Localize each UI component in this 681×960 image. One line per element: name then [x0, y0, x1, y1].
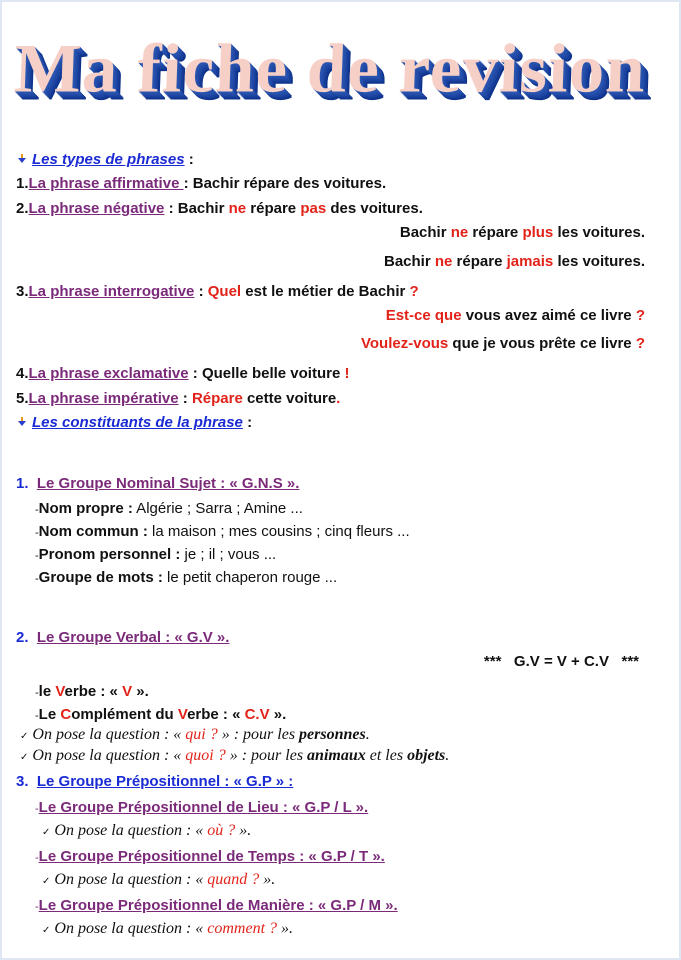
check-icon: ✓ [20, 752, 29, 763]
phrase-negative: 2.La phrase négative : Bachir ne répare pas des voitures. [16, 200, 423, 217]
gns-title: 1. Le Groupe Nominal Sujet : « G.N.S ». [16, 475, 300, 492]
arrow-bullet-icon [16, 153, 28, 165]
interrogative-example-estceque: Est-ce que vous avez aimé ce livre ? [385, 307, 645, 324]
phrase-imperative: 5.La phrase impérative : Répare cette voiture. [16, 390, 341, 407]
section-heading-constituants: Les constituants de la phrase : [16, 414, 679, 431]
section-heading-types: Les types de phrases : [16, 151, 679, 168]
gp-maniere-question: ✓ On pose la question : « comment ? ». [42, 920, 294, 937]
page-title: Ma fiche de revision [12, 30, 648, 108]
arrow-bullet-icon [16, 416, 28, 428]
phrase-interrogative: 3.La phrase interrogative : Quel est le métier de Bachir ? [16, 283, 419, 300]
check-icon: ✓ [42, 827, 51, 838]
gns-pronom: -Pronom personnel : je ; il ; vous ... [35, 546, 277, 563]
gp-lieu-question: ✓ On pose la question : « où ? ». [42, 822, 252, 839]
gv-verbe: -le Verbe : « V ». [35, 683, 149, 700]
gv-complement: -Le Complément du Verbe : « C.V ». [35, 706, 287, 723]
phrase-exclamative: 4.La phrase exclamative : Quelle belle voiture ! [16, 365, 350, 382]
gp-lieu-title: -Le Groupe Prépositionnel de Lieu : « G.P / L ». [35, 799, 369, 816]
gp-temps-title: -Le Groupe Prépositionnel de Temps : « G.P / T ». [35, 848, 385, 865]
check-icon: ✓ [20, 731, 29, 742]
interrogative-example-voulez: Voulez-vous que je vous prête ce livre ? [361, 335, 645, 352]
gp-title: 3. Le Groupe Prépositionnel : « G.P » : [16, 773, 294, 790]
negative-example-jamais: Bachir ne répare jamais les voitures. [384, 253, 645, 270]
gp-maniere-title: -Le Groupe Prépositionnel de Manière : « G.P / M ». [35, 897, 398, 914]
gv-formula: *** G.V = V + C.V *** [483, 653, 639, 670]
gns-nom-propre: -Nom propre : Algérie ; Sarra ; Amine ... [35, 500, 303, 517]
gv-title: 2. Le Groupe Verbal : « G.V ». [16, 629, 230, 646]
gp-temps-question: ✓ On pose la question : « quand ? ». [42, 871, 276, 888]
gv-question-qui: ✓ On pose la question : « qui ? » : pour les personnes. [20, 726, 370, 743]
phrase-affirmative: 1.La phrase affirmative : Bachir répare des voitures. [16, 175, 387, 192]
check-icon: ✓ [42, 925, 51, 936]
gv-question-quoi: ✓ On pose la question : « quoi ? » : pour les animaux et les objets. [20, 747, 450, 764]
gns-nom-commun: -Nom commun : la maison ; mes cousins ; cinq fleurs ... [35, 523, 410, 540]
check-icon: ✓ [42, 876, 51, 887]
negative-example-plus: Bachir ne répare plus les voitures. [399, 224, 645, 241]
gns-groupe-mots: -Groupe de mots : le petit chaperon rouge ... [35, 569, 338, 586]
